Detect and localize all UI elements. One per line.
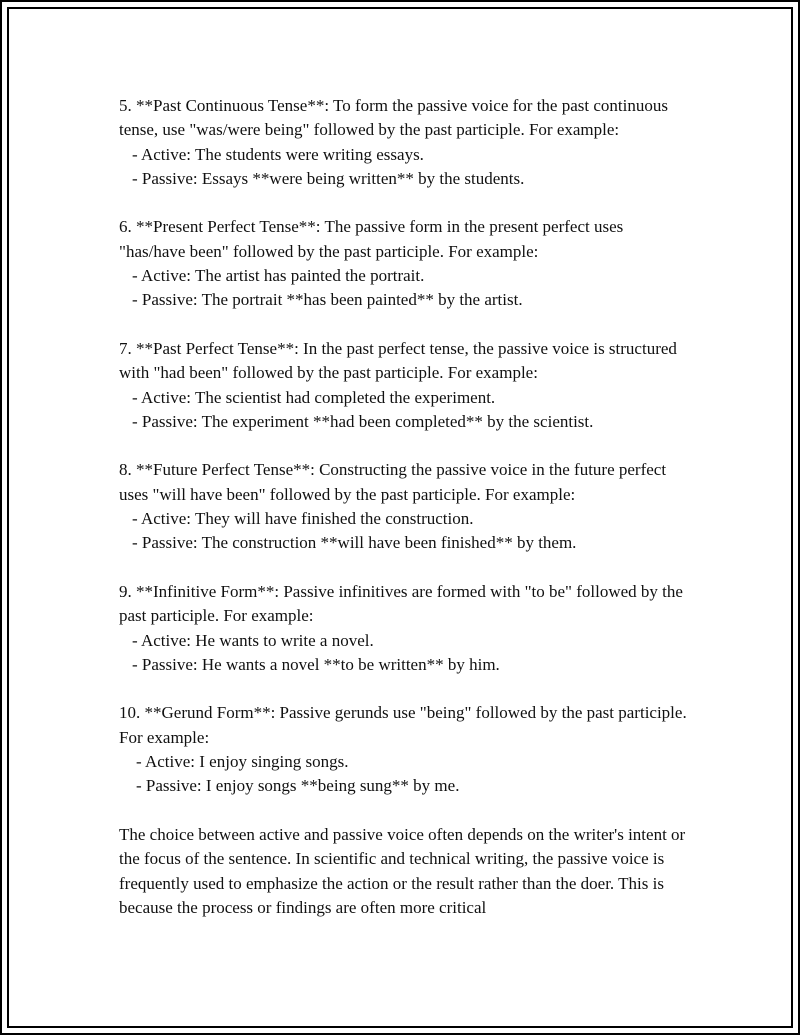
section-infinitive [119,580,689,677]
section-intro: 6. **Present Perfect Tense**: The passive form in the present perfect uses "has/have been" followed by the past participle. For example: [119,217,624,261]
active-example: - Active: I enjoy singing songs. [136,752,349,772]
section-intro: 10. **Gerund Form**: Passive gerunds use "being" followed by the past participle. For example: [119,703,687,747]
passive-example: - Passive: He wants a novel **to be written** by him. [132,654,500,674]
passive-example: - Passive: The construction **will have been finished** by them. [132,533,577,553]
active-example: - Active: They will have finished the construction. [132,509,474,529]
active-example: - Active: The artist has painted the portrait. [132,266,425,286]
section-gerund [119,701,689,798]
section-future-perfect [119,458,689,555]
passive-example: - Passive: I enjoy songs **being sung** by me. [136,776,460,796]
active-example: - Active: The students were writing essays. [132,144,424,164]
section-intro: 5. **Past Continuous Tense**: To form the passive voice for the past continuous tense, use "was/were being" followed by the past participle. For example: [119,96,668,140]
section-present-perfect [119,215,689,312]
closing-paragraph: The choice between active and passive voice often depends on the writer's intent or the focus of the sentence. In scientific and technical writing, the passive voice is frequently used to emphasize the action or the result rather than the doer. This is because the process or findings are often more critical [119,824,686,917]
passive-example: - Passive: The portrait **has been painted** by the artist. [132,290,523,310]
active-example: - Active: The scientist had completed the experiment. [132,387,496,407]
active-example: - Active: He wants to write a novel. [132,630,374,650]
section-intro: 8. **Future Perfect Tense**: Constructing the passive voice in the future perfect uses "will have been" followed by the past participle. For example: [119,460,667,504]
passive-example: - Passive: The experiment **had been completed** by the scientist. [132,411,594,431]
section-intro: 9. **Infinitive Form**: Passive infinitives are formed with "to be" followed by the past participle. For example: [119,581,683,626]
section-past-continuous [119,94,689,191]
section-intro: 7. **Past Perfect Tense**: In the past perfect tense, the passive voice is structured with "had been" followed by the past participle. For example: [119,338,677,383]
document-body [119,94,689,920]
passive-example: - Passive: Essays **were being written** by the students. [132,168,525,188]
section-past-perfect [119,337,689,434]
